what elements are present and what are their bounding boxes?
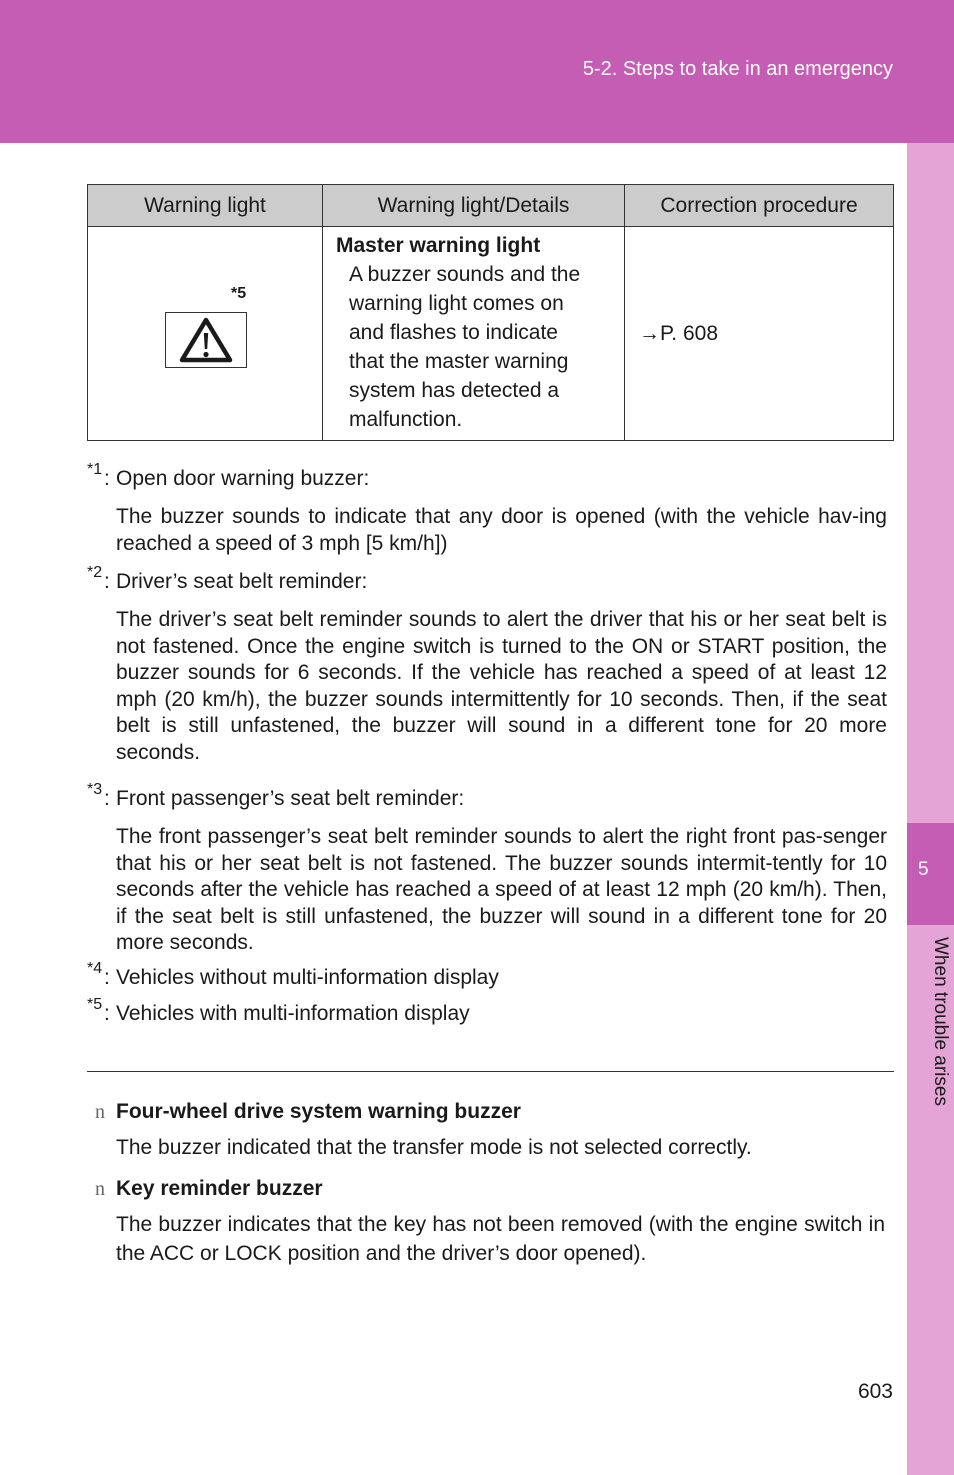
footnote-head: Vehicles without multi-information display xyxy=(116,965,499,989)
bullet-icon: n xyxy=(95,1178,105,1200)
footnote-body: The buzzer sounds to indicate that any door is opened (with the vehicle hav-ing reached a speed of 3 mph [5 km/h]) xyxy=(116,505,887,555)
page-reference: →P. 608 xyxy=(639,321,719,345)
footnote-3: *3 : Front passenger’s seat belt reminder: The front passenger’s seat belt reminder sounds to alert the right front pas-senger that his or her seat belt is not fastened. The buzzer sounds intermit-tently for 10 seconds after the vehicle has reached a speed of at least 12 mph (20 km/h). Then, if the seat belt is still unfastened, the buzzer will sound in a different tone for 20 more seconds. xyxy=(87,784,887,957)
section-heading: Four-wheel drive system warning buzzer xyxy=(116,1100,521,1123)
header-warning-light: Warning light xyxy=(88,185,323,227)
footnote-body: The front passenger’s seat belt reminder sounds to alert the right front pas-senger that his or her seat belt is not fastened. The buzzer sounds intermit-tently for 10 seconds after the vehicle has reached a speed of at least 12 mph (20 km/h). Then, if the seat belt is still unfastened, the buzzer will sound in a different tone for 20 more seconds. xyxy=(116,825,887,954)
correction-cell xyxy=(625,227,894,441)
footnote-head: Driver’s seat belt reminder: xyxy=(116,570,368,593)
footnote-mark: *5 xyxy=(87,995,103,1013)
footnote-mark: *1 xyxy=(87,461,103,478)
footnote-mark: *3 xyxy=(87,781,103,798)
detail-line: and flashes to indicate xyxy=(349,321,558,344)
detail-text xyxy=(336,260,614,434)
warning-light-table xyxy=(87,184,894,441)
footnote-mark: *2 xyxy=(87,564,103,581)
header-details: Warning light/Details xyxy=(323,185,625,227)
header-correction: Correction procedure xyxy=(625,185,894,227)
section-body: The buzzer indicates that the key has not been removed (with the engine switch in the ACC or LOCK position and the driver’s door opened). xyxy=(116,1213,885,1265)
detail-line: warning light comes on xyxy=(349,292,564,315)
section-heading: Key reminder buzzer xyxy=(116,1177,323,1200)
master-warning-triangle-icon xyxy=(165,312,247,368)
icon-cell xyxy=(88,227,323,441)
detail-line: A buzzer sounds and the xyxy=(349,263,581,286)
detail-line: that the master warning xyxy=(349,350,569,373)
chapter-number-tab xyxy=(907,823,954,925)
detail-line: malfunction. xyxy=(349,408,463,431)
footnote-body: The driver’s seat belt reminder sounds to alert the driver that his or her seat belt is not fastened. Once the engine switch is turned to the ON or START position, the buzzer sounds for 6 seconds. If the vehicle has reached a speed of at least 12 mph (20 km/h), the buzzer sounds intermittently for 10 seconds. Then, if the seat belt is still unfastened, the buzzer will sound in a different tone for 20 more seconds. xyxy=(116,608,887,764)
section-body: The buzzer indicated that the transfer mode is not selected correctly. xyxy=(116,1136,752,1159)
footnote-head: Vehicles with multi-information display xyxy=(116,1001,470,1025)
bullet-icon: n xyxy=(95,1101,105,1123)
section-key-reminder xyxy=(95,1174,885,1268)
section-four-wheel-drive xyxy=(95,1097,885,1162)
page-number: 603 xyxy=(857,1380,893,1403)
table-row xyxy=(88,227,894,441)
footnote-mark: *4 xyxy=(87,959,103,977)
footnote-head: Open door warning buzzer: xyxy=(116,467,370,490)
footnotes xyxy=(87,459,887,1029)
footnote-ref: *5 xyxy=(231,285,247,302)
section-divider xyxy=(87,1071,894,1072)
chapter-header xyxy=(0,0,954,143)
side-tab xyxy=(907,143,954,1475)
detail-cell xyxy=(323,227,625,441)
detail-line: system has detected a xyxy=(349,379,560,402)
footnote-4: *4 : Vehicles without multi-information display xyxy=(87,959,499,989)
footnote-5: *5 : Vehicles with multi-information display xyxy=(87,995,470,1025)
chapter-number: 5 xyxy=(918,859,929,880)
footnote-2: *2 : Driver’s seat belt reminder: The driver’s seat belt reminder sounds to alert the driver that his or her seat belt is not fastened. Once the engine switch is turned to the ON or START position, the buzzer sounds for 6 seconds. If the vehicle has reached a speed of at least 12 mph (20 km/h), the buzzer sounds intermittently for 10 seconds. Then, if the seat belt is still unfastened, the buzzer will sound in a different tone for 20 more seconds. xyxy=(87,567,887,766)
section-title: 5-2. Steps to take in an emergency xyxy=(582,58,893,80)
footnote-head: Front passenger’s seat belt reminder: xyxy=(116,787,465,810)
chapter-label: When trouble arises xyxy=(930,937,951,1106)
detail-title: Master warning light xyxy=(336,234,541,257)
footnote-1: *1 : Open door warning buzzer: The buzzer sounds to indicate that any door is opened (with the vehicle hav-ing reached a speed of 3 mph [5 km/h]) xyxy=(87,464,887,557)
